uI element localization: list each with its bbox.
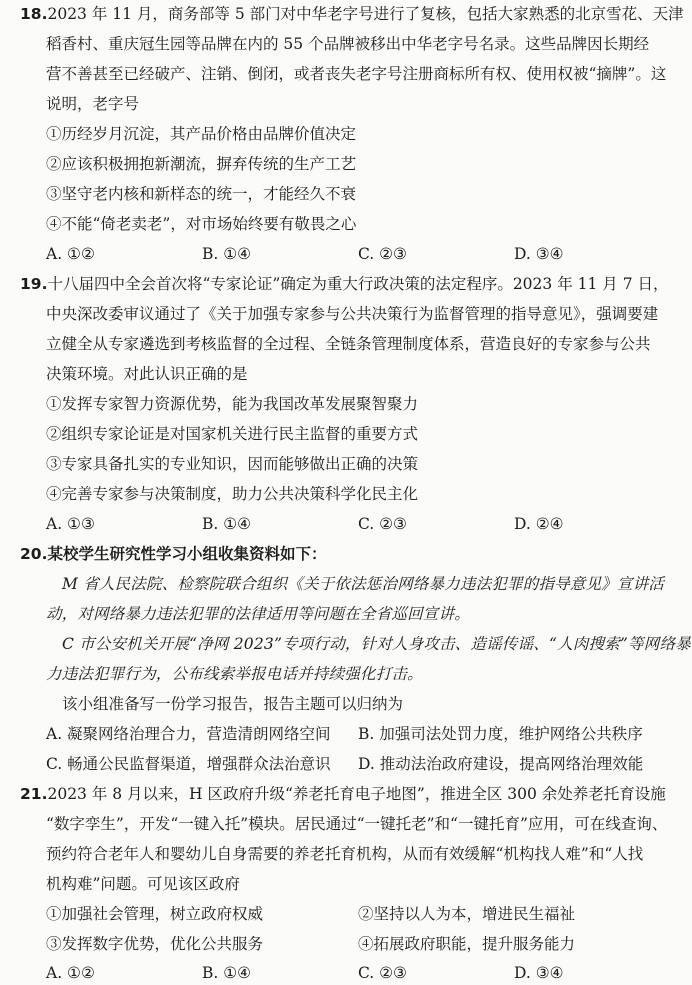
statement-items-row [46,904,666,924]
option-b[interactable]: B. ①④ [202,245,252,263]
option-d[interactable]: D. ③④ [514,964,564,982]
question-text-line: 18.2023 年 11 月，商务部等 5 部门对中华老字号进行了复核，包括大家熟悉的北京雪花、天津 [20,5,684,23]
option-d[interactable]: D. 推动法治政府建设，提高网络治理效能 [358,755,644,773]
option-c[interactable]: C. 畅通公民监督渠道，增强群众法治意识 [46,755,331,773]
statement-item: ③专家具备扎实的专业知识，因而能够做出正确的决策 [46,455,419,473]
option-c[interactable]: C. ②③ [358,515,407,533]
question-text-line: “数字孪生”，开发“一键入托”模块。居民通过“一键托老”和“一键托育”应用，可在线查询、 [46,815,668,833]
statement-item: ①发挥专家智力资源优势，能为我国改革发展聚智聚力 [46,395,419,413]
option-d[interactable]: D. ②④ [514,515,564,533]
statement-item: ②应该积极拥抱新潮流，摒弃传统的生产工艺 [46,155,357,173]
statement-item: ④拓展政府职能，提升服务能力 [358,935,576,953]
option-c[interactable]: C. ②③ [358,964,407,982]
statement-items-row [46,934,666,954]
material-text-line: 动，对网络暴力违法犯罪的法律适用等问题在全省巡回宣讲。 [46,605,470,623]
question-text-line: 19.十八届四中全会首次将“专家论证”确定为重大行政决策的法定程序。2023 年 11 月 7 日， [20,275,669,293]
question-text-line: 立健全从专家遴选到考核监督的全过程、全链条管理制度体系，营造良好的专家参与公共 [46,335,651,353]
option-c[interactable]: C. ②③ [358,245,407,263]
question-text-line: 20.某校学生研究性学习小组收集资料如下： [20,544,327,563]
option-b[interactable]: B. ①④ [202,515,252,533]
statement-item: ④不能“倚老卖老”，对市场始终要有敬畏之心 [46,215,357,233]
statement-item: ①历经岁月沉淀，其产品价格由品牌价值决定 [46,125,357,143]
question-number: 20. [20,545,48,563]
option-a[interactable]: A. ①② [46,245,95,263]
answer-options-row [46,754,666,774]
option-b[interactable]: B. 加强司法处罚力度，维护网络公共秩序 [358,725,643,743]
statement-item: ④完善专家参与决策制度，助力公共决策科学化民主化 [46,485,419,503]
question-text-line: 21.2023 年 8 月以来，H 区政府升级“养老托育电子地图”，推进全区 300 余处养老托育设施 [20,785,666,803]
material-text-line: 力违法犯罪行为，公布线索举报电话并持续强化打击。 [46,665,423,683]
statement-item: ②组织专家论证是对国家机关进行民主监督的重要方式 [46,425,419,443]
statement-item: ②坚持以人为本，增进民生福祉 [358,905,576,923]
question-text-line: 预约符合老年人和婴幼儿自身需要的养老托育机构，从而有效缓解“机构找人难”和“人找 [46,845,644,863]
question-number: 21. [20,785,48,803]
question-number: 18. [20,5,48,23]
option-a[interactable]: A. ①② [46,964,95,982]
question-text-line: 稻香村、重庆冠生园等品牌在内的 55 个品牌被移出中华老字号名录。这些品牌因长期经 [46,35,650,53]
option-a[interactable]: A. ①③ [46,515,95,533]
material-text-line: C 市公安机关开展“净网 2023”专项行动，针对人身攻击、造谣传谣、“人肉搜索”等网络暴 [62,635,691,653]
question-number: 19. [20,275,48,293]
statement-item: ③坚守老内核和新样态的统一，才能经久不衰 [46,185,357,203]
answer-options [46,244,666,264]
option-a[interactable]: A. 凝聚网络治理合力，营造清朗网络空间 [46,725,331,743]
answer-options [46,514,666,534]
question-prompt: 该小组准备写一份学习报告，报告主题可以归纳为 [62,695,404,713]
option-d[interactable]: D. ③④ [514,245,564,263]
answer-options-row [46,724,666,744]
question-text-line: 说明，老字号 [46,95,140,113]
option-b[interactable]: B. ①④ [202,964,252,982]
question-text-line: 中央深改委审议通过了《关于加强专家参与公共决策行为监督管理的指导意见》，强调要建 [46,305,659,323]
question-text-line: 机构难”问题。可见该区政府 [46,875,240,893]
question-text-line: 决策环境。对此认识正确的是 [46,365,248,383]
statement-item: ①加强社会管理，树立政府权威 [46,905,264,923]
material-text-line: M 省人民法院、检察院联合组织《关于依法惩治网络暴力违法犯罪的指导意见》宣讲活 [62,575,665,593]
statement-item: ③发挥数字优势，优化公共服务 [46,935,264,953]
question-text-line: 营不善甚至已经破产、注销、倒闭，或者丧失老字号注册商标所有权、使用权被“摘牌”。这 [46,65,667,83]
answer-options [46,963,666,983]
